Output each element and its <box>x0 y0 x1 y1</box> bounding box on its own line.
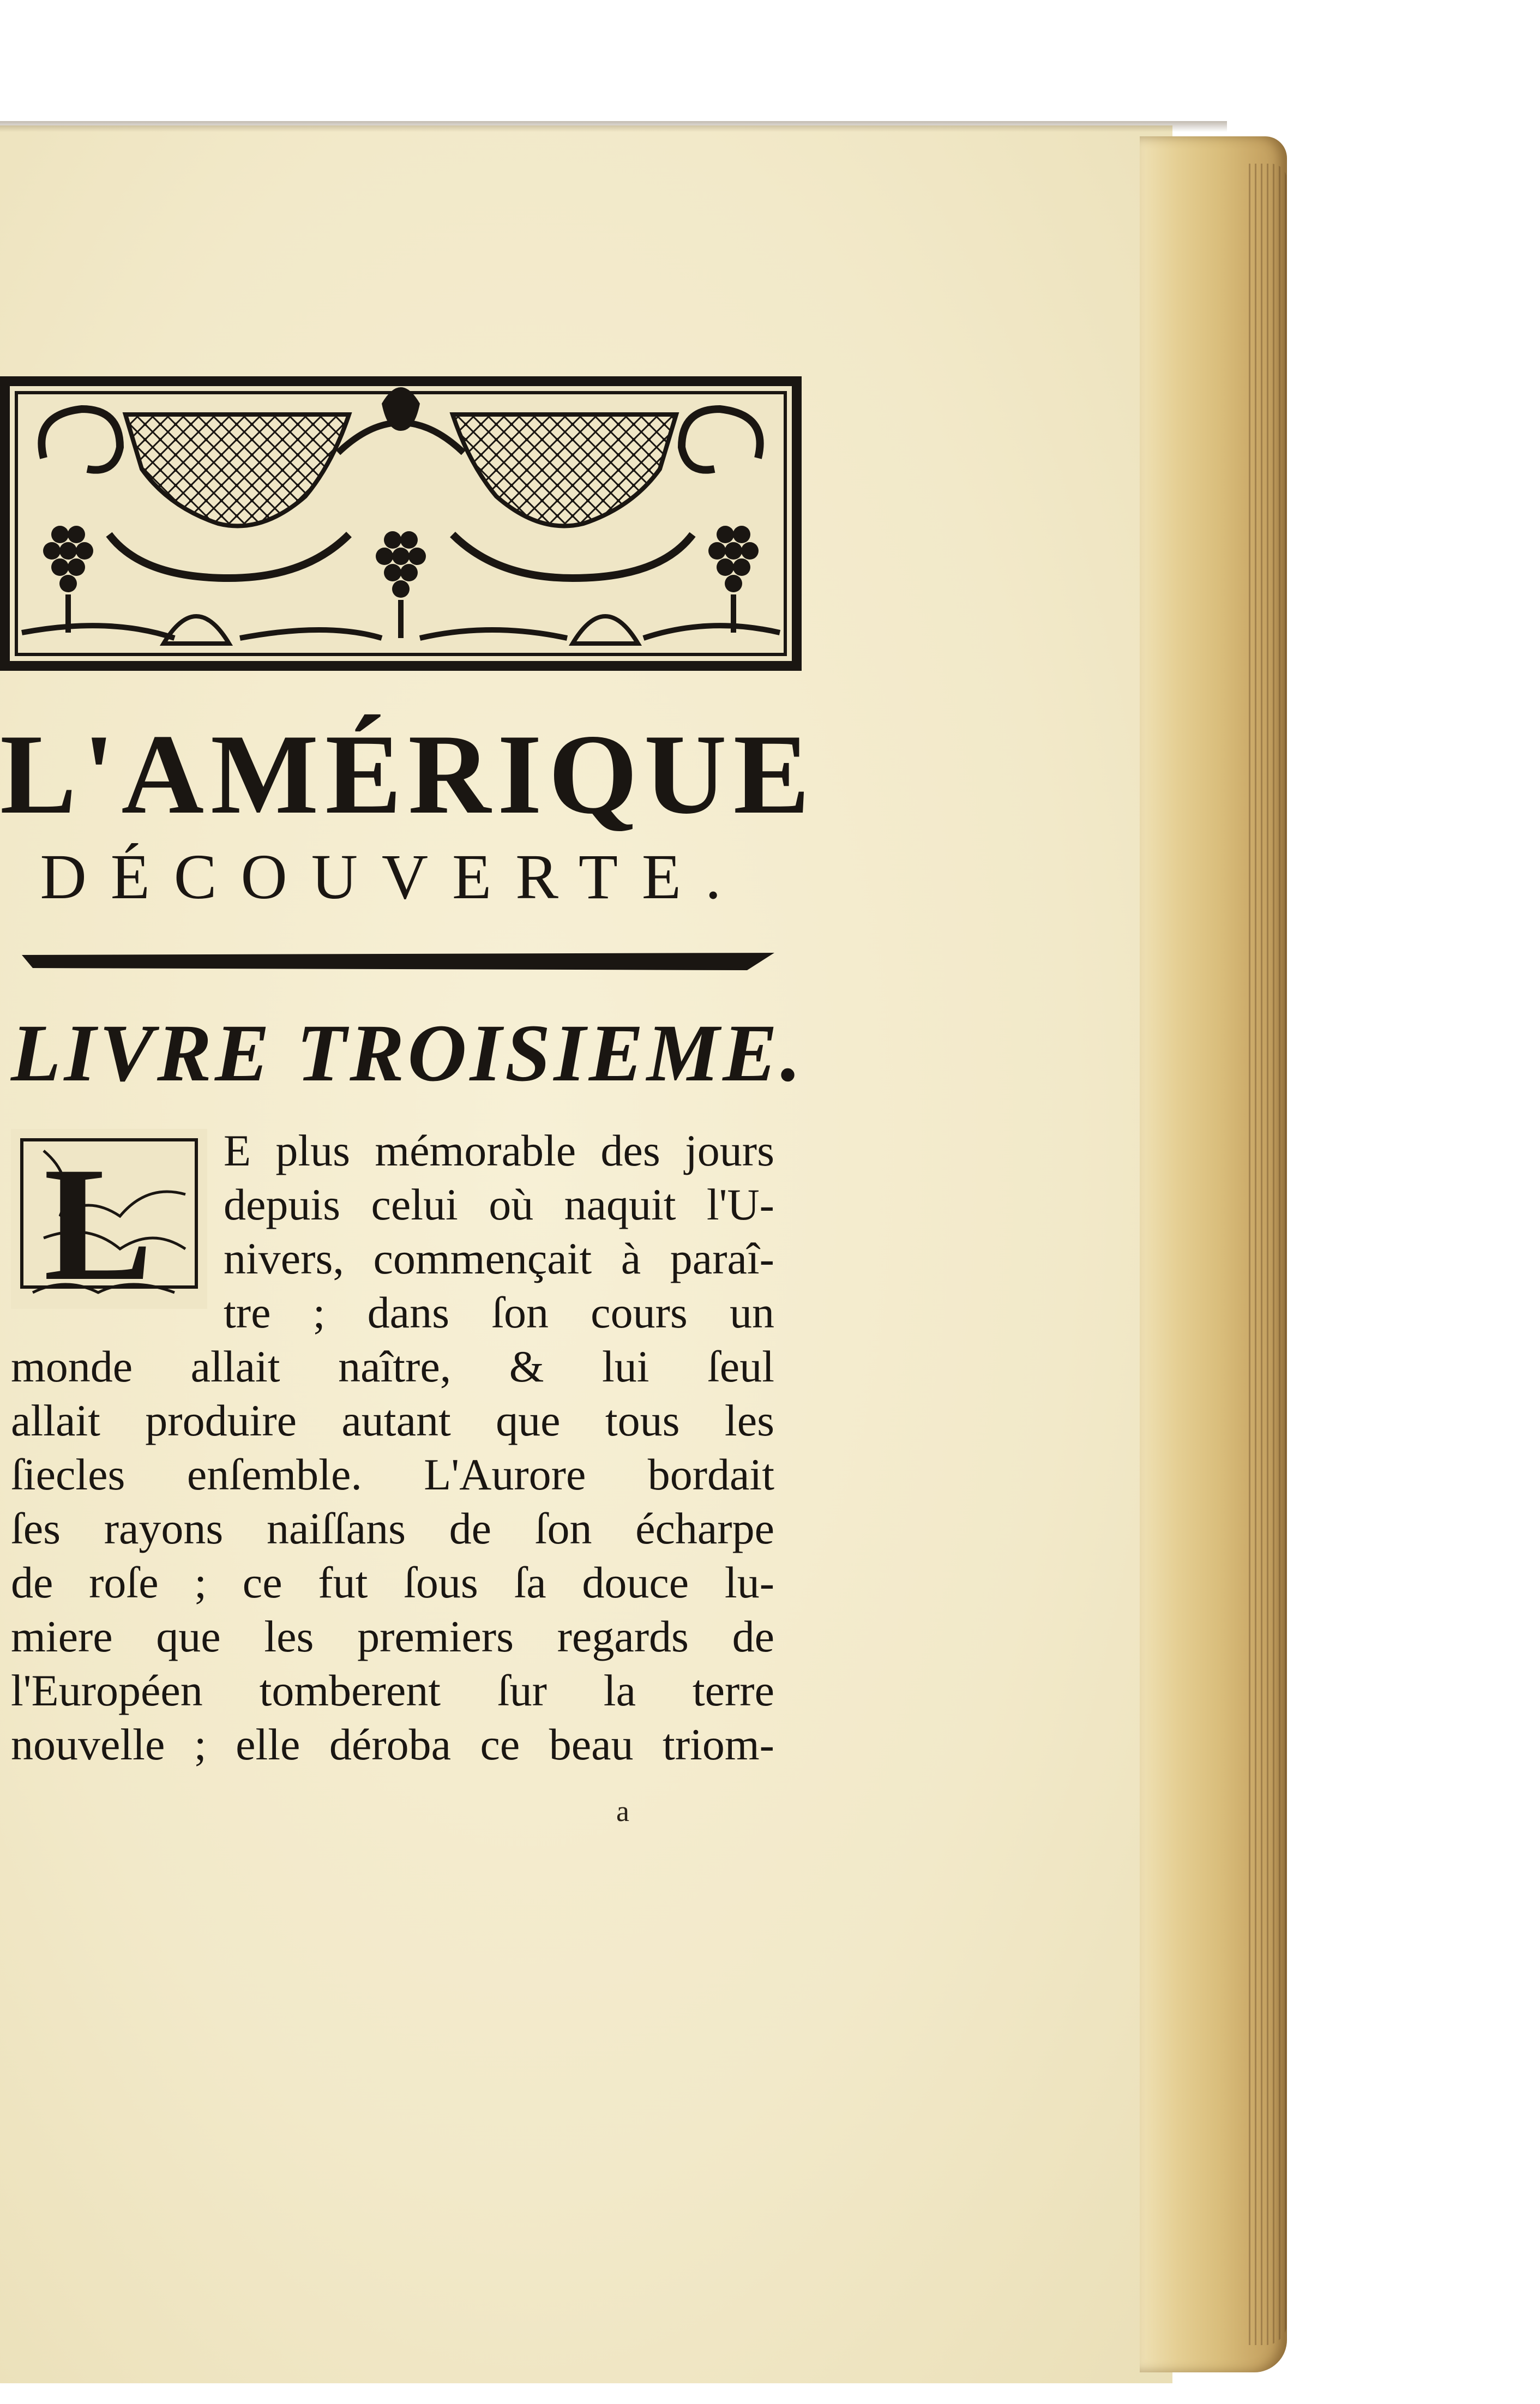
text-line: nouvelle ; elle déroba ce beau triom- <box>11 1720 774 1769</box>
text-line: monde allait naître, & lui ſeul <box>11 1342 774 1391</box>
signature-mark: a <box>616 1795 629 1828</box>
page-edge-lines <box>1249 164 1287 2345</box>
text-line: ſes rayons naiſſans de ſon écharpe <box>11 1504 774 1553</box>
page-subtitle: DÉCOUVERTE. <box>40 841 745 912</box>
divider-rule <box>22 952 774 972</box>
headpiece-ornament <box>0 371 807 676</box>
text-line: allait produire autant que tous les <box>11 1396 774 1445</box>
text-line: depuis celui où naquit l'U- <box>224 1180 774 1229</box>
text-line: miere que les premiers regards de <box>11 1612 774 1661</box>
text-line: tre ; dans ſon cours un <box>224 1288 774 1337</box>
text-line: ſiecles enſemble. L'Aurore bordait <box>11 1450 774 1499</box>
book-heading: LIVRE TROISIEME. <box>11 1008 804 1098</box>
drop-cap-letter: L <box>44 1133 153 1309</box>
body-paragraph <box>11 1123 774 1771</box>
text-line: nivers, commençait à paraî- <box>224 1234 774 1283</box>
text-line: l'Européen tomberent ſur la terre <box>11 1666 774 1715</box>
text-line: E plus mémorable des jours <box>224 1126 774 1175</box>
page-title: L'AMÉRIQUE <box>0 711 816 838</box>
text-line: de roſe ; ce fut ſous ſa douce lu- <box>11 1558 774 1607</box>
page-top-shadow <box>0 121 1227 132</box>
